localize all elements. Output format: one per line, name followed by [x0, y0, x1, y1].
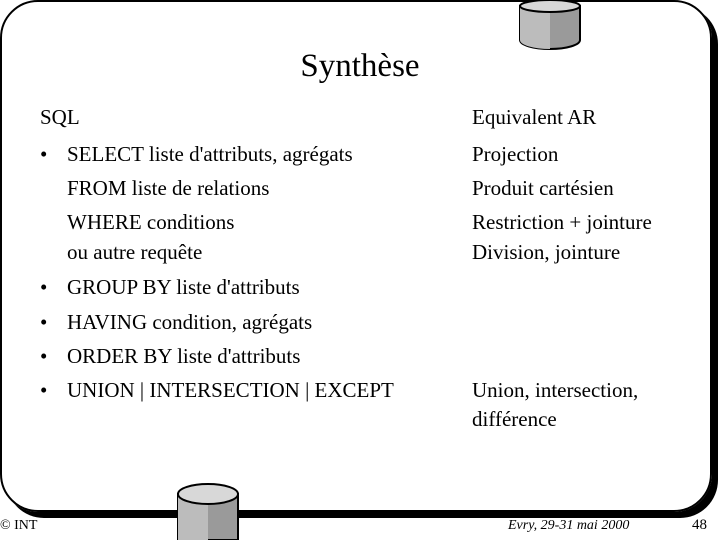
sql-line: GROUP BY liste d'attributs	[67, 275, 300, 299]
ar-line: Restriction + jointure	[472, 210, 652, 234]
sql-line: HAVING condition, agrégats	[67, 310, 313, 334]
sql-line: ou autre requête	[67, 240, 203, 264]
bullet-marker: •	[40, 310, 48, 334]
right-header: Equivalent AR	[472, 105, 597, 129]
slide-title: Synthèse	[300, 48, 420, 84]
ar-line: différence	[472, 407, 557, 431]
sql-line: UNION | INTERSECTION | EXCEPT	[67, 378, 394, 402]
ar-line: Union, intersection,	[472, 378, 639, 402]
sql-line: ORDER BY liste d'attributs	[67, 344, 301, 368]
sql-line: SELECT liste d'attributs, agrégats	[67, 142, 353, 166]
ar-line: Projection	[472, 142, 559, 166]
footer-event: Evry, 29-31 mai 2000	[508, 518, 630, 533]
sql-line: WHERE conditions	[67, 210, 235, 234]
ar-line: Division, jointure	[472, 240, 621, 264]
database-cylinder-icon	[176, 482, 240, 540]
ar-line: Produit cartésien	[472, 176, 614, 200]
bullet-marker: •	[40, 275, 48, 299]
bullet-marker: •	[40, 142, 48, 166]
sql-line: FROM liste de relations	[67, 176, 270, 200]
bullet-marker: •	[40, 344, 48, 368]
database-cylinder-icon	[518, 0, 582, 54]
bullet-marker: •	[40, 378, 48, 402]
left-header: SQL	[40, 105, 80, 129]
page-number: 48	[692, 517, 707, 533]
copyright: © INT	[0, 518, 38, 533]
